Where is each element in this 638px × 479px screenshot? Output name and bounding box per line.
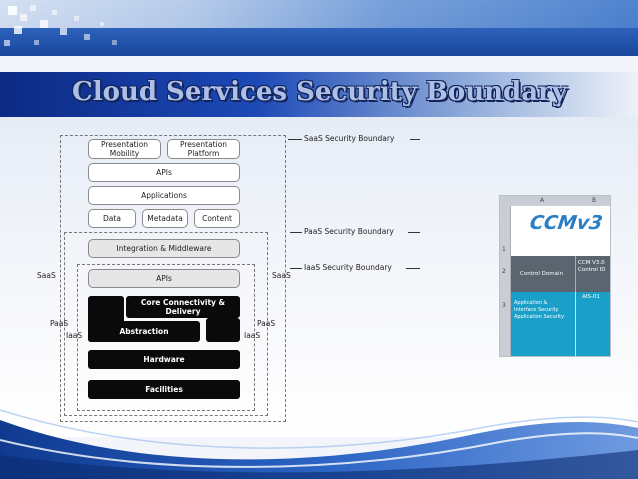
paas-boundary-label: PaaS Security Boundary [304, 227, 394, 236]
applications-box [88, 186, 240, 205]
iaas-boundary-label: IaaS Security Boundary [304, 263, 392, 272]
presentation-mobility-box [88, 139, 161, 159]
ccm-header-left: Control Domain [520, 271, 563, 277]
data-label: Data [103, 214, 121, 223]
ccm-logo: CCMv3 [528, 212, 604, 234]
paas-left-label: PaaS [50, 319, 69, 328]
ccm-header-right: CCM V3.0 Control ID [578, 260, 606, 273]
presentation-platform-box [167, 139, 240, 159]
ccm-cell-left: Application & Interface Security Application Security [514, 300, 565, 320]
ccm-row-2: 2 [502, 268, 506, 275]
core-right-block [206, 318, 240, 342]
integration-box [88, 239, 240, 258]
content-box [194, 209, 240, 228]
metadata-label: Metadata [147, 214, 183, 223]
iaas-callout-tail [406, 268, 420, 269]
ccm-cell-right: AIS-01 [582, 294, 600, 300]
metadata-box [142, 209, 188, 228]
ccm-divider-line [575, 292, 576, 356]
ccm-spreadsheet-thumbnail [499, 195, 611, 357]
saas-left-label: SaaS [37, 271, 56, 280]
slide-title: Cloud Services Security Boundary [72, 77, 567, 107]
saas-boundary-label: SaaS Security Boundary [304, 134, 395, 143]
saas-callout-tail [410, 139, 420, 140]
paas-callout-line [290, 232, 302, 233]
apis-mid-box [88, 269, 240, 288]
data-box [88, 209, 136, 228]
presentation-mobility-label: Presentation Mobility [100, 140, 149, 158]
paas-right-label: PaaS [257, 319, 276, 328]
ccm-row-1: 1 [502, 246, 506, 253]
iaas-callout-line [290, 268, 302, 269]
applications-label: Applications [141, 191, 187, 200]
ccm-column-a: A [540, 197, 545, 204]
paas-callout-tail [408, 232, 420, 233]
ccm-column-b: B [592, 197, 597, 204]
ccm-row-3: 3 [502, 302, 506, 309]
apis-top-label: APIs [156, 168, 172, 177]
apis-top-box [88, 163, 240, 182]
abstraction-label: Abstraction [119, 327, 169, 336]
content-label: Content [202, 214, 232, 223]
hardware-block [88, 350, 240, 369]
saas-callout-line [288, 139, 302, 140]
ccm-row-header-col [500, 206, 511, 356]
iaas-right-label: IaaS [244, 331, 261, 340]
core-connectivity-block [126, 296, 240, 318]
apis-mid-label: APIs [156, 274, 172, 283]
facilities-block [88, 380, 240, 399]
core-connectivity-label: Core Connectivity & Delivery [140, 298, 226, 316]
saas-right-label: SaaS [272, 271, 291, 280]
presentation-platform-label: Presentation Platform [179, 140, 228, 158]
abstraction-block [88, 321, 200, 342]
facilities-label: Facilities [145, 385, 183, 394]
iaas-left-label: IaaS [66, 331, 83, 340]
header-highlight [0, 0, 638, 28]
hardware-label: Hardware [143, 355, 185, 364]
integration-label: Integration & Middleware [116, 244, 212, 253]
